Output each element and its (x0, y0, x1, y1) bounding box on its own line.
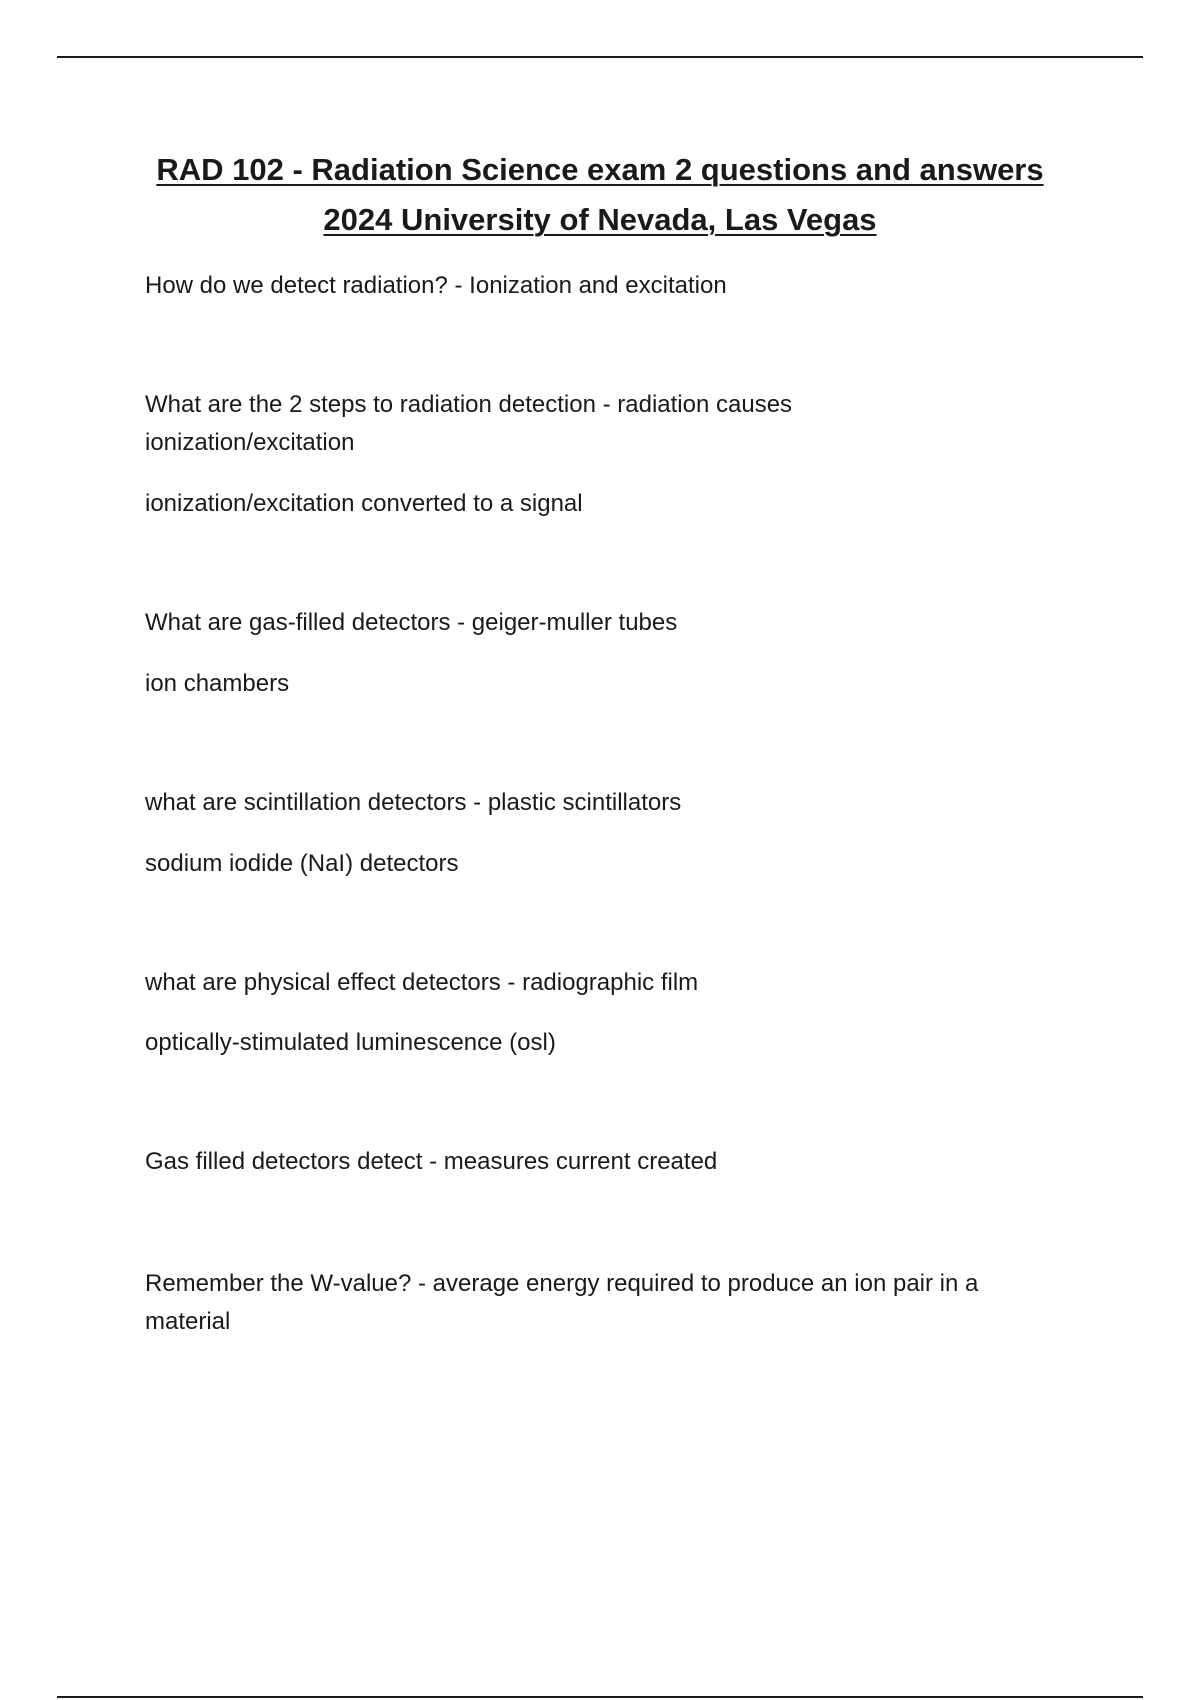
qa-line: ionization/excitation converted to a signal (145, 490, 583, 517)
title-line-1: RAD 102 - Radiation Science exam 2 questions and answers (156, 152, 1044, 187)
qa-line: Remember the W-value? - average energy required to produce an ion pair in a (145, 1270, 979, 1297)
qa-line: what are scintillation detectors - plastic scintillators (145, 789, 682, 816)
qa-line: optically-stimulated luminescence (osl) (145, 1029, 556, 1056)
bottom-rule (57, 1696, 1143, 1698)
title-line-2: 2024 University of Nevada, Las Vegas (323, 202, 877, 237)
qa-line: what are physical effect detectors - radiographic film (145, 969, 699, 996)
qa-line: ion chambers (145, 670, 290, 697)
qa-line: Gas filled detectors detect - measures current created (145, 1148, 718, 1175)
qa-line: ionization/excitation (145, 429, 355, 456)
qa-line: sodium iodide (NaI) detectors (145, 850, 459, 877)
qa-line: material (145, 1308, 231, 1335)
qa-line: What are the 2 steps to radiation detection - radiation causes (145, 391, 793, 418)
qa-line: How do we detect radiation? - Ionization and excitation (145, 272, 727, 299)
qa-line: What are gas-filled detectors - geiger-muller tubes (145, 609, 678, 636)
